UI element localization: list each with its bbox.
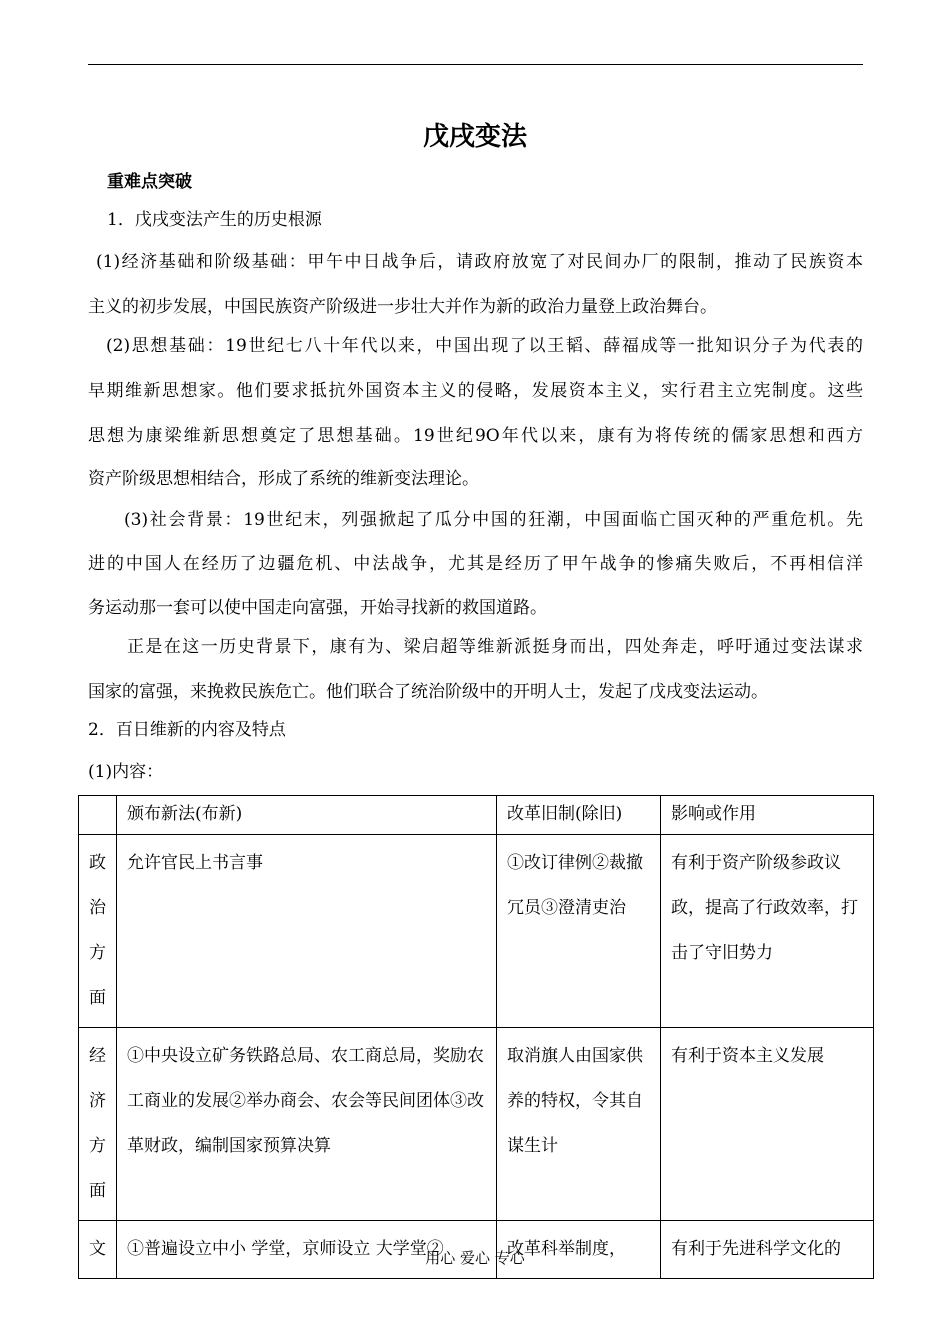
aspect-char: 方 [89,1136,106,1156]
point1-heading: 1．戊戌变法产生的历史根源 [107,210,322,230]
new-law-cell: ①中央设立矿务铁路总局、农工商总局，奖励农工商业的发展②举办商会、农会等民间团体③改革财政，编制国家预算决算 [117,1028,497,1221]
paragraph-line: 国家的富强，来挽救民族危亡。他们联合了统治阶级中的开明人士，发起了戊戌变法运动。 [88,682,768,702]
aspect-char: 经 [89,1046,106,1066]
aspect-char: 面 [89,1181,106,1201]
table-header-cell: 颁布新法(布新) [117,796,497,835]
aspect-char: 文 [89,1239,106,1259]
paragraph-line: 正是在这一历史背景下，康有为、梁启超等维新派挺身而出，四处奔走，呼吁通过变法谋求 [127,637,863,657]
table-header-row [79,796,874,835]
paragraph-line: 进的中国人在经历了边疆危机、中法战争，尤其是经历了甲午战争的惨痛失败后，不再相信洋 [88,554,863,574]
aspect-char: 济 [89,1091,106,1111]
page-title: 戊戌变法 [422,122,527,152]
aspect-cell [79,835,117,1028]
header-rule [88,64,863,65]
point2-heading: 2．百日维新的内容及特点 [88,720,286,740]
content-label: (1)内容： [88,762,164,782]
effect-cell: 有利于资本主义发展 [661,1028,874,1221]
effect-cell: 有利于资产阶级参政议政，提高了行政效率，打击了守旧势力 [661,835,874,1028]
paragraph-line: 早期维新思想家。他们要求抵抗外国资本主义的侵略，发展资本主义，实行君主立宪制度。这些 [88,381,863,401]
reform-cell: 改革科举制度， [497,1221,661,1279]
reform-cell: ①改订律例②裁撤冗员③澄清吏治 [497,835,661,1028]
paragraph-line: 务运动那一套可以使中国走向富强，开始寻找新的救国道路。 [88,598,547,618]
section-heading: 重难点突破 [107,172,192,192]
table-header-cell: 影响或作用 [661,796,874,835]
paragraph-line: 资产阶级思想相结合，形成了系统的维新变法理论。 [88,469,479,489]
table-row [79,835,874,1028]
table-row [79,1028,874,1221]
aspect-char: 面 [89,988,106,1008]
paragraph-line: (3)社会背景：19世纪末，列强掀起了瓜分中国的狂潮，中国面临亡国灭种的严重危机。先 [124,510,863,530]
aspect-char: 政 [89,853,106,873]
paragraph-line: 主义的初步发展，中国民族资产阶级进一步壮大并作为新的政治力量登上政治舞台。 [88,297,717,317]
table-header-cell: 改革旧制(除旧) [497,796,661,835]
paragraph-line: 思想为康梁维新思想奠定了思想基础。19世纪9O年代以来，康有为将传统的儒家思想和西方 [88,426,863,446]
new-law-cell: ①普遍设立中小 学堂，京师设立 大学堂② [117,1221,497,1279]
reform-content-table [78,795,874,1279]
new-law-cell: 允许官民上书言事 [117,835,497,1028]
effect-cell: 有利于先进科学文化的 [661,1221,874,1279]
table-header-cell [79,796,117,835]
aspect-char: 治 [89,898,106,918]
paragraph-line: (1)经济基础和阶级基础：甲午中日战争后，请政府放宽了对民间办厂的限制，推动了民族资本 [96,252,863,272]
paragraph-line: (2)思想基础：19世纪七八十年代以来，中国出现了以王韬、薛福成等一批知识分子为代表的 [106,336,863,356]
aspect-cell [79,1028,117,1221]
page-footer: 用心 爱心 专心 [425,1249,525,1267]
aspect-char: 方 [89,943,106,963]
reform-cell: 取消旗人由国家供养的特权，令其自谋生计 [497,1028,661,1221]
